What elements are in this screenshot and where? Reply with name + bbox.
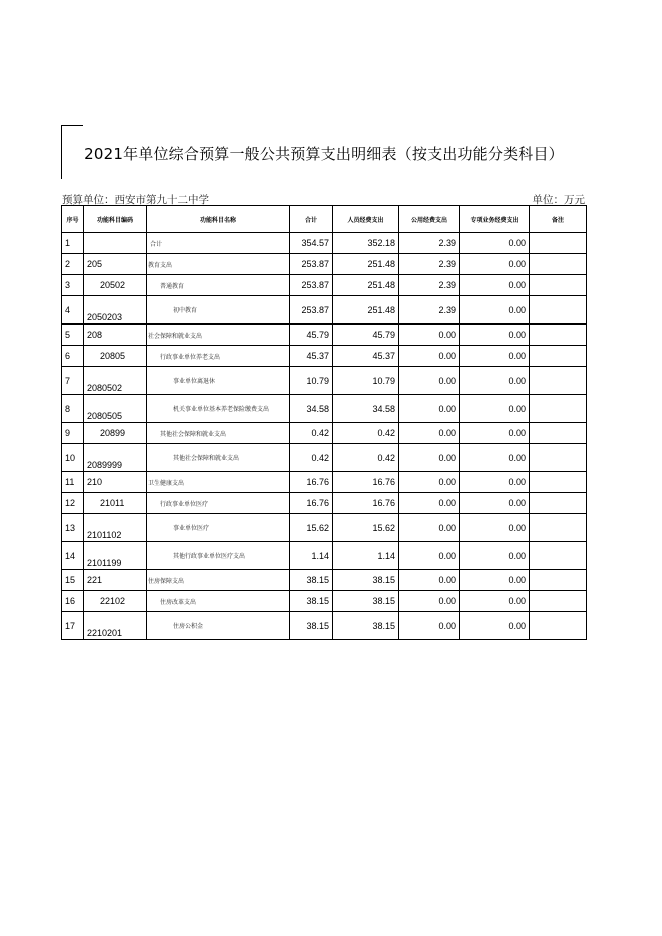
cell-code: 208 — [84, 324, 147, 346]
cell-personnel: 251.48 — [333, 275, 399, 296]
cell-name: 教育支出 — [147, 254, 290, 275]
cell-code: 22102 — [84, 591, 147, 612]
cell-remark — [530, 514, 587, 542]
cell-seq: 12 — [62, 493, 84, 514]
table-row — [62, 514, 587, 542]
header-special: 专项业务经费支出 — [460, 206, 530, 233]
cell-seq: 1 — [62, 233, 84, 254]
cell-seq: 6 — [62, 346, 84, 367]
cell-personnel: 38.15 — [333, 570, 399, 591]
cell-seq: 15 — [62, 570, 84, 591]
table-row — [62, 296, 587, 325]
cell-seq: 11 — [62, 472, 84, 493]
table-body — [62, 233, 587, 640]
cell-total: 253.87 — [290, 275, 333, 296]
cell-special: 0.00 — [460, 346, 530, 367]
cell-public: 0.00 — [399, 444, 460, 472]
cell-public: 2.39 — [399, 275, 460, 296]
cell-name: 机关事业单位基本养老保险缴费支出 — [147, 395, 290, 423]
cell-public: 0.00 — [399, 514, 460, 542]
cell-name: 初中教育 — [147, 296, 290, 325]
cell-public: 2.39 — [399, 296, 460, 325]
cell-personnel: 0.42 — [333, 423, 399, 444]
cell-public: 0.00 — [399, 472, 460, 493]
cell-public: 0.00 — [399, 542, 460, 570]
table-row — [62, 542, 587, 570]
cell-personnel: 16.76 — [333, 472, 399, 493]
cell-name: 合计 — [147, 233, 290, 254]
cell-special: 0.00 — [460, 591, 530, 612]
cell-special: 0.00 — [460, 275, 530, 296]
cell-special: 0.00 — [460, 395, 530, 423]
corner-mark-horizontal — [61, 125, 83, 126]
cell-seq: 4 — [62, 296, 84, 325]
cell-personnel: 16.76 — [333, 493, 399, 514]
cell-remark — [530, 367, 587, 395]
cell-seq: 13 — [62, 514, 84, 542]
table-row — [62, 493, 587, 514]
cell-name: 其他行政事业单位医疗支出 — [147, 542, 290, 570]
cell-total: 45.37 — [290, 346, 333, 367]
cell-code — [84, 233, 147, 254]
cell-public: 2.39 — [399, 254, 460, 275]
cell-seq: 2 — [62, 254, 84, 275]
cell-code: 2101199 — [84, 542, 147, 570]
cell-code: 2101102 — [84, 514, 147, 542]
cell-public: 0.00 — [399, 570, 460, 591]
cell-remark — [530, 472, 587, 493]
cell-personnel: 45.79 — [333, 324, 399, 346]
cell-code: 221 — [84, 570, 147, 591]
cell-code: 21011 — [84, 493, 147, 514]
cell-public: 0.00 — [399, 591, 460, 612]
cell-remark — [530, 591, 587, 612]
cell-code: 205 — [84, 254, 147, 275]
cell-code: 20502 — [84, 275, 147, 296]
cell-public: 0.00 — [399, 423, 460, 444]
cell-total: 15.62 — [290, 514, 333, 542]
budget-unit-label: 预算单位：西安市第九十二中学 — [62, 194, 209, 206]
cell-name: 事业单位医疗 — [147, 514, 290, 542]
cell-seq: 10 — [62, 444, 84, 472]
currency-unit-label: 单位：万元 — [532, 194, 585, 206]
cell-remark — [530, 542, 587, 570]
cell-total: 10.79 — [290, 367, 333, 395]
cell-name: 其他社会保障和就业支出 — [147, 423, 290, 444]
cell-personnel: 34.58 — [333, 395, 399, 423]
expenditure-detail-table — [61, 205, 587, 640]
cell-code: 2080502 — [84, 367, 147, 395]
cell-special: 0.00 — [460, 472, 530, 493]
cell-remark — [530, 275, 587, 296]
cell-name: 社会保障和就业支出 — [147, 324, 290, 346]
table-row — [62, 367, 587, 395]
cell-remark — [530, 395, 587, 423]
table-row — [62, 472, 587, 493]
cell-code: 20899 — [84, 423, 147, 444]
cell-total: 16.76 — [290, 493, 333, 514]
cell-total: 0.42 — [290, 423, 333, 444]
cell-seq: 17 — [62, 612, 84, 640]
cell-code: 2210201 — [84, 612, 147, 640]
cell-name: 卫生健康支出 — [147, 472, 290, 493]
cell-special: 0.00 — [460, 542, 530, 570]
header-personnel: 人员经费支出 — [333, 206, 399, 233]
cell-total: 38.15 — [290, 570, 333, 591]
cell-code: 20805 — [84, 346, 147, 367]
cell-remark — [530, 612, 587, 640]
cell-total: 38.15 — [290, 591, 333, 612]
cell-special: 0.00 — [460, 444, 530, 472]
cell-remark — [530, 570, 587, 591]
table-row — [62, 275, 587, 296]
cell-remark — [530, 444, 587, 472]
cell-name: 其他社会保障和就业支出 — [147, 444, 290, 472]
cell-public: 0.00 — [399, 346, 460, 367]
cell-seq: 5 — [62, 324, 84, 346]
cell-remark — [530, 296, 587, 325]
cell-special: 0.00 — [460, 254, 530, 275]
header-public: 公用经费支出 — [399, 206, 460, 233]
cell-code: 2050203 — [84, 296, 147, 325]
table-row — [62, 395, 587, 423]
cell-personnel: 15.62 — [333, 514, 399, 542]
cell-special: 0.00 — [460, 423, 530, 444]
cell-total: 0.42 — [290, 444, 333, 472]
cell-special: 0.00 — [460, 493, 530, 514]
cell-remark — [530, 346, 587, 367]
cell-name: 事业单位离退休 — [147, 367, 290, 395]
cell-code: 210 — [84, 472, 147, 493]
cell-special: 0.00 — [460, 570, 530, 591]
table-row — [62, 444, 587, 472]
cell-personnel: 10.79 — [333, 367, 399, 395]
cell-special: 0.00 — [460, 514, 530, 542]
cell-code: 2089999 — [84, 444, 147, 472]
cell-remark — [530, 233, 587, 254]
cell-personnel: 38.15 — [333, 591, 399, 612]
table-row — [62, 423, 587, 444]
table-header-row — [62, 206, 587, 233]
table-row — [62, 612, 587, 640]
cell-public: 0.00 — [399, 493, 460, 514]
table-row — [62, 254, 587, 275]
header-code: 功能科目编码 — [84, 206, 147, 233]
cell-special: 0.00 — [460, 367, 530, 395]
cell-remark — [530, 423, 587, 444]
cell-personnel: 251.48 — [333, 254, 399, 275]
cell-seq: 14 — [62, 542, 84, 570]
cell-special: 0.00 — [460, 296, 530, 325]
cell-name: 行政事业单位养老支出 — [147, 346, 290, 367]
cell-total: 1.14 — [290, 542, 333, 570]
header-remark: 备注 — [530, 206, 587, 233]
table-row — [62, 324, 587, 346]
cell-seq: 16 — [62, 591, 84, 612]
cell-personnel: 0.42 — [333, 444, 399, 472]
cell-total: 34.58 — [290, 395, 333, 423]
cell-public: 0.00 — [399, 395, 460, 423]
cell-name: 住房公积金 — [147, 612, 290, 640]
cell-total: 38.15 — [290, 612, 333, 640]
cell-special: 0.00 — [460, 612, 530, 640]
cell-public: 0.00 — [399, 367, 460, 395]
cell-total: 16.76 — [290, 472, 333, 493]
cell-remark — [530, 254, 587, 275]
header-name: 功能科目名称 — [147, 206, 290, 233]
cell-personnel: 251.48 — [333, 296, 399, 325]
cell-public: 0.00 — [399, 324, 460, 346]
header-total: 合计 — [290, 206, 333, 233]
cell-special: 0.00 — [460, 324, 530, 346]
cell-total: 354.57 — [290, 233, 333, 254]
cell-personnel: 38.15 — [333, 612, 399, 640]
page-title: 2021年单位综合预算一般公共预算支出明细表（按支出功能分类科目） — [84, 145, 564, 163]
cell-name: 住房改革支出 — [147, 591, 290, 612]
cell-special: 0.00 — [460, 233, 530, 254]
cell-public: 2.39 — [399, 233, 460, 254]
cell-code: 2080505 — [84, 395, 147, 423]
cell-name: 行政事业单位医疗 — [147, 493, 290, 514]
cell-remark — [530, 324, 587, 346]
cell-public: 0.00 — [399, 612, 460, 640]
cell-personnel: 352.18 — [333, 233, 399, 254]
cell-total: 253.87 — [290, 296, 333, 325]
cell-name: 住房保障支出 — [147, 570, 290, 591]
cell-seq: 8 — [62, 395, 84, 423]
cell-total: 253.87 — [290, 254, 333, 275]
cell-name: 普通教育 — [147, 275, 290, 296]
table-row — [62, 346, 587, 367]
table-row — [62, 233, 587, 254]
cell-total: 45.79 — [290, 324, 333, 346]
cell-personnel: 45.37 — [333, 346, 399, 367]
cell-personnel: 1.14 — [333, 542, 399, 570]
table-row — [62, 591, 587, 612]
cell-seq: 3 — [62, 275, 84, 296]
cell-seq: 9 — [62, 423, 84, 444]
header-seq: 序号 — [62, 206, 84, 233]
cell-remark — [530, 493, 587, 514]
cell-seq: 7 — [62, 367, 84, 395]
table-row — [62, 570, 587, 591]
